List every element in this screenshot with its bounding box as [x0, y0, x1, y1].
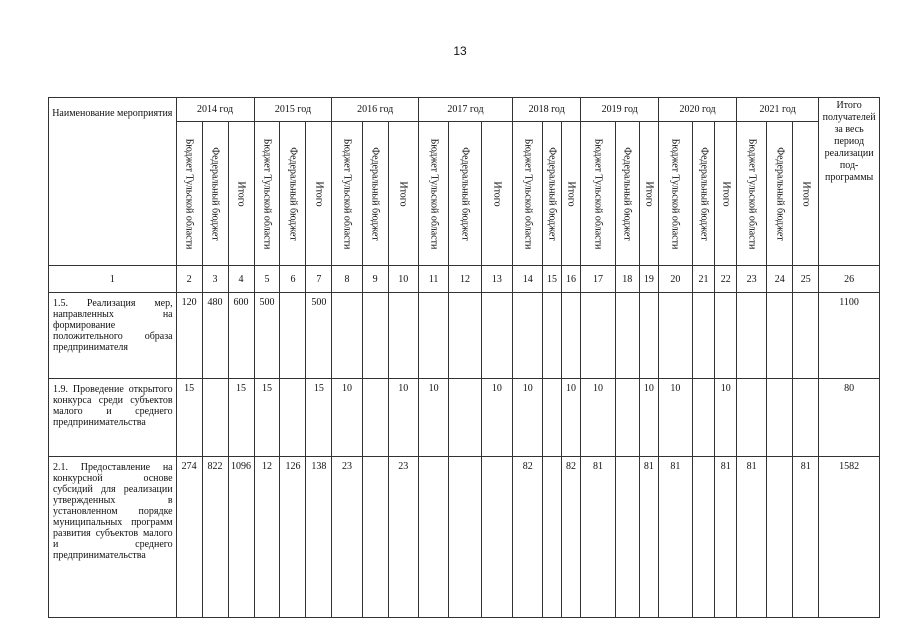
subheader-total-label: Итого — [643, 180, 655, 207]
table-cell — [692, 379, 715, 457]
subheader-federal-label: Федеральный бюджет — [209, 146, 221, 241]
table-cell: 1096 — [228, 457, 254, 618]
table-cell: 82 — [513, 457, 543, 618]
subheader-total — [715, 122, 737, 266]
column-number: 26 — [819, 266, 880, 293]
subheader-regional — [513, 122, 543, 266]
column-number: 13 — [481, 266, 512, 293]
table-cell: 23 — [332, 457, 362, 618]
table-cell: 500 — [254, 293, 280, 379]
column-number: 20 — [659, 266, 693, 293]
table-cell — [280, 379, 306, 457]
table-cell — [767, 379, 793, 457]
subheader-regional — [254, 122, 280, 266]
subheader-federal-label: Федеральный бюджет — [546, 146, 558, 241]
table-cell — [449, 379, 481, 457]
table-cell — [418, 457, 448, 618]
table-cell — [581, 293, 616, 379]
table-cell: 10 — [388, 379, 418, 457]
table-row — [49, 293, 880, 379]
table-cell — [692, 293, 715, 379]
subheader-regional-label: Бюджет Тульской области — [522, 138, 534, 249]
table-cell — [449, 457, 481, 618]
subheader-total — [306, 122, 332, 266]
row-grand-total: 1582 — [819, 457, 880, 618]
table-cell — [692, 457, 715, 618]
table-cell: 15 — [306, 379, 332, 457]
subheader-regional — [659, 122, 693, 266]
year-header: 2021 год — [737, 98, 819, 122]
table-row — [49, 379, 880, 457]
column-number: 4 — [228, 266, 254, 293]
table-cell — [362, 293, 388, 379]
table-cell — [543, 293, 561, 379]
table-cell: 81 — [715, 457, 737, 618]
subheader-federal-label: Федеральный бюджет — [698, 146, 709, 241]
subheader-total — [639, 122, 659, 266]
column-number: 8 — [332, 266, 362, 293]
table-cell: 10 — [418, 379, 448, 457]
table-cell: 81 — [737, 457, 767, 618]
column-number: 25 — [793, 266, 819, 293]
table-row — [49, 457, 880, 618]
subheader-federal — [280, 122, 306, 266]
subheader-regional — [176, 122, 202, 266]
table-cell — [513, 293, 543, 379]
table-cell: 10 — [581, 379, 616, 457]
column-number: 9 — [362, 266, 388, 293]
subheader-federal — [202, 122, 228, 266]
row-name: 2.1. Предоставление на конкурсной основе субсидий для реализации утвержденных в установленном порядке муниципальных программ развития субъектов малого и среднего предпринимательства — [49, 457, 177, 618]
table-cell — [280, 293, 306, 379]
subheader-federal — [449, 122, 481, 266]
column-number: 1 — [49, 266, 177, 293]
table-cell — [639, 293, 659, 379]
table-cell — [481, 293, 512, 379]
table-cell — [767, 293, 793, 379]
table-cell — [793, 293, 819, 379]
table-cell: 600 — [228, 293, 254, 379]
subheader-federal-label: Федеральный бюджет — [621, 146, 633, 241]
table-cell: 10 — [481, 379, 512, 457]
page-number: 13 — [453, 44, 467, 58]
table-cell — [767, 457, 793, 618]
table-cell — [481, 457, 512, 618]
year-header: 2014 год — [176, 98, 254, 122]
table-cell — [543, 379, 561, 457]
table-cell — [388, 293, 418, 379]
table-cell: 10 — [639, 379, 659, 457]
table-cell — [715, 293, 737, 379]
column-number: 17 — [581, 266, 616, 293]
column-number: 10 — [388, 266, 418, 293]
table-cell: 23 — [388, 457, 418, 618]
subheader-total-label: Итого — [313, 180, 325, 207]
table-cell — [418, 293, 448, 379]
table-cell: 274 — [176, 457, 202, 618]
subheader-federal — [543, 122, 561, 266]
column-number: 23 — [737, 266, 767, 293]
table-cell — [615, 457, 639, 618]
subheader-federal-label: Федеральный бюджет — [459, 146, 471, 241]
table-cell: 15 — [228, 379, 254, 457]
subheader-regional-label: Бюджет Тульской области — [592, 138, 604, 249]
subheader-federal — [362, 122, 388, 266]
subheader-regional — [332, 122, 362, 266]
table-cell: 10 — [513, 379, 543, 457]
table-cell: 138 — [306, 457, 332, 618]
table-cell: 126 — [280, 457, 306, 618]
budget-table — [48, 97, 880, 618]
subheader-regional-label: Бюджет Тульской области — [669, 138, 681, 249]
table-cell: 480 — [202, 293, 228, 379]
year-header: 2015 год — [254, 98, 332, 122]
column-number: 14 — [513, 266, 543, 293]
column-number: 12 — [449, 266, 481, 293]
year-header: 2019 год — [581, 98, 659, 122]
row-grand-total: 80 — [819, 379, 880, 457]
year-header: 2016 год — [332, 98, 419, 122]
table-cell — [362, 457, 388, 618]
table-cell: 81 — [639, 457, 659, 618]
table-cell: 500 — [306, 293, 332, 379]
subheader-total — [561, 122, 581, 266]
subheader-regional-label: Бюджет Тульской области — [428, 138, 440, 249]
column-number: 11 — [418, 266, 448, 293]
year-header: 2017 год — [418, 98, 512, 122]
subheader-total-label: Итого — [565, 180, 577, 207]
subheader-regional — [418, 122, 448, 266]
table-cell — [362, 379, 388, 457]
column-number: 21 — [692, 266, 715, 293]
subheader-total-label: Итого — [235, 180, 247, 207]
column-number: 24 — [767, 266, 793, 293]
column-number: 3 — [202, 266, 228, 293]
table-cell: 15 — [176, 379, 202, 457]
table-cell: 10 — [659, 379, 693, 457]
column-number: 19 — [639, 266, 659, 293]
row-name: 1.5. Реализация мер, направленных на формирование положительного образа предпринимателя — [49, 293, 177, 379]
table-cell: 81 — [581, 457, 616, 618]
subheader-regional-label: Бюджет Тульской области — [746, 138, 758, 249]
table-cell: 81 — [659, 457, 693, 618]
subheader-regional — [737, 122, 767, 266]
table-cell — [615, 379, 639, 457]
table-cell — [659, 293, 693, 379]
table-cell: 120 — [176, 293, 202, 379]
subheader-regional-label: Бюджет Тульской области — [261, 138, 273, 249]
table-cell: 10 — [715, 379, 737, 457]
subheader-federal-label: Федеральный бюджет — [369, 146, 381, 241]
subheader-federal-label: Федеральный бюджет — [774, 146, 786, 241]
table-cell — [449, 293, 481, 379]
row-grand-total: 1100 — [819, 293, 880, 379]
subheader-regional-label: Бюджет Тульской области — [183, 138, 195, 249]
subheader-federal — [692, 122, 715, 266]
column-number: 5 — [254, 266, 280, 293]
column-number: 2 — [176, 266, 202, 293]
column-number: 15 — [543, 266, 561, 293]
table-cell: 822 — [202, 457, 228, 618]
subheader-total — [793, 122, 819, 266]
column-number: 7 — [306, 266, 332, 293]
subheader-regional — [581, 122, 616, 266]
column-number: 22 — [715, 266, 737, 293]
table-cell: 82 — [561, 457, 581, 618]
table-cell — [793, 379, 819, 457]
table-cell — [543, 457, 561, 618]
subheader-total-label: Итого — [800, 180, 812, 207]
header-grand-total: Итого получателей за весь период реализации под-программы — [819, 98, 880, 266]
table-cell: 10 — [332, 379, 362, 457]
header-name-column: Наименование мероприятия — [49, 98, 177, 266]
table-cell: 12 — [254, 457, 280, 618]
subheader-federal-label: Федеральный бюджет — [287, 146, 299, 241]
column-number: 6 — [280, 266, 306, 293]
subheader-federal — [615, 122, 639, 266]
table-cell — [737, 379, 767, 457]
table-cell — [737, 293, 767, 379]
subheader-total-label: Итого — [397, 180, 409, 207]
table-cell — [561, 293, 581, 379]
row-name: 1.9. Проведение открытого конкурса среди субъектов малого и среднего предпринимательства — [49, 379, 177, 457]
table-cell — [202, 379, 228, 457]
subheader-federal — [767, 122, 793, 266]
subheader-total-label: Итого — [491, 180, 503, 207]
table-cell: 10 — [561, 379, 581, 457]
column-number: 18 — [615, 266, 639, 293]
table-cell — [332, 293, 362, 379]
subheader-regional-label: Бюджет Тульской области — [341, 138, 353, 249]
table-cell: 15 — [254, 379, 280, 457]
subheader-total — [228, 122, 254, 266]
year-header: 2018 год — [513, 98, 581, 122]
subheader-total — [481, 122, 512, 266]
year-header: 2020 год — [659, 98, 737, 122]
table-cell: 81 — [793, 457, 819, 618]
subheader-total — [388, 122, 418, 266]
column-number: 16 — [561, 266, 581, 293]
subheader-total-label: Итого — [720, 180, 732, 207]
table-cell — [615, 293, 639, 379]
